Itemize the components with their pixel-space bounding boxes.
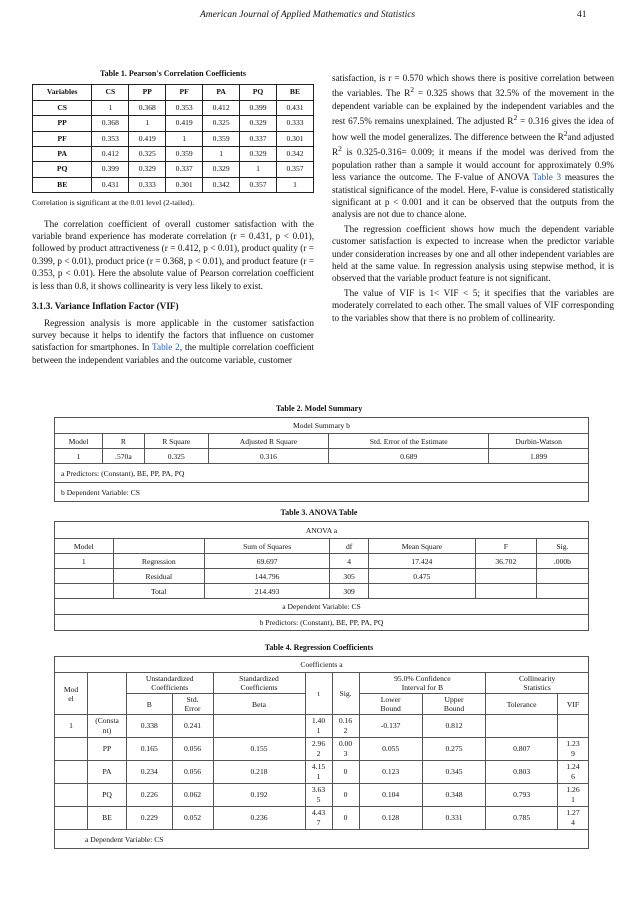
table-cell — [536, 569, 588, 584]
table-cell: 1.23 9 — [558, 738, 589, 761]
table1-note: Correlation is significant at the 0.01 level (2-tailed). — [32, 198, 195, 208]
column-header: Sum of Squares — [205, 539, 330, 554]
table-cell: 1 — [166, 131, 203, 146]
column-header: Variables — [33, 85, 92, 100]
table-cell — [475, 584, 536, 599]
table-cell: 0.00 3 — [332, 738, 359, 761]
table-cell — [55, 584, 114, 599]
table4-caption: Table 4. Regression Coefficients — [264, 643, 374, 652]
table-cell: 0.16 2 — [332, 715, 359, 738]
table-cell: 0.399 — [240, 100, 277, 115]
column-header: R — [102, 434, 144, 449]
table-cell: 1 — [55, 449, 103, 464]
section-heading-vif: 3.1.3. Variance Inflation Factor (VIF) — [32, 301, 179, 312]
table-cell: .570a — [102, 449, 144, 464]
table-row — [55, 569, 589, 584]
journal-title: American Journal of Applied Mathematics and Statistics — [200, 10, 416, 20]
table-cell: 214.493 — [205, 584, 330, 599]
table-cell: 0.052 — [172, 807, 213, 830]
column-header — [113, 539, 204, 554]
table-cell: 0.226 — [127, 784, 173, 807]
table-cell: .000b — [536, 554, 588, 569]
table-cell: BE — [88, 807, 127, 830]
table-cell: 0.316 — [208, 449, 329, 464]
table-cell: 0.785 — [486, 807, 558, 830]
table-cell: 1 — [240, 162, 277, 177]
model-summary-table — [54, 417, 589, 502]
table-cell: 0.236 — [213, 807, 305, 830]
table-cell: 0.342 — [203, 177, 240, 192]
table-cell: 0.357 — [240, 177, 277, 192]
table-cell: 0.803 — [486, 761, 558, 784]
table-cell: 0.104 — [359, 784, 422, 807]
table-cell: 4.15 1 — [305, 761, 332, 784]
table-row — [55, 584, 589, 599]
table-cell: 0.062 — [172, 784, 213, 807]
table4-note: a Dependent Variable: CS — [55, 830, 589, 849]
table-cell: 0 — [332, 807, 359, 830]
table-cell: Total — [113, 584, 204, 599]
table-cell: 17.424 — [368, 554, 475, 569]
table-cell: 0.419 — [129, 131, 166, 146]
table-cell: 0.812 — [422, 715, 485, 738]
table-cell: 36.702 — [475, 554, 536, 569]
table-cell: 1 — [129, 116, 166, 131]
column-header: df — [330, 539, 369, 554]
table-row — [55, 784, 589, 807]
table-cell: 0.793 — [486, 784, 558, 807]
table3-caption: Table 3. ANOVA Table — [280, 508, 358, 517]
table-cell: 0.399 — [92, 162, 129, 177]
table-cell: 0.325 — [144, 449, 208, 464]
table-cell: 1.40 1 — [305, 715, 332, 738]
column-header: PP — [129, 85, 166, 100]
table1-caption: Table 1. Pearson's Correlation Coefficients — [100, 69, 246, 78]
table-cell: 0 — [332, 761, 359, 784]
table-cell: 0 — [332, 784, 359, 807]
table-cell: 1.24 6 — [558, 761, 589, 784]
table-row — [33, 147, 314, 162]
table-cell: 1 — [203, 147, 240, 162]
table-cell: 0.353 — [166, 100, 203, 115]
column-header: R Square — [144, 434, 208, 449]
row-header: PQ — [33, 162, 92, 177]
table-cell: 1 — [277, 177, 314, 192]
header-confidence-interval: 95.0% Confidence Interval for B — [359, 673, 486, 694]
table-cell — [213, 715, 305, 738]
header-t: t — [305, 673, 332, 715]
table-cell: 0.359 — [203, 131, 240, 146]
table3-title: ANOVA a — [55, 522, 589, 539]
table2-caption: Table 2. Model Summary — [275, 404, 363, 413]
table-cell: 0.357 — [277, 162, 314, 177]
table-cell: 0.123 — [359, 761, 422, 784]
table-cell: 1.27 4 — [558, 807, 589, 830]
table-cell: 0.431 — [277, 100, 314, 115]
column-header: PQ — [240, 85, 277, 100]
table-row — [55, 738, 589, 761]
table-cell: 0.338 — [127, 715, 173, 738]
header-beta: Beta — [213, 694, 305, 715]
table2-title: Model Summary b — [55, 418, 589, 434]
table-cell: 144.796 — [205, 569, 330, 584]
table-cell: Residual — [113, 569, 204, 584]
table-cell: 0.331 — [422, 807, 485, 830]
table-row — [33, 177, 314, 192]
table-cell: 0.329 — [129, 162, 166, 177]
table-cell: 0.325 — [203, 116, 240, 131]
table-cell: 0.329 — [240, 147, 277, 162]
header-tolerance: Tolerance — [486, 694, 558, 715]
anova-table — [54, 521, 589, 631]
table-cell: 0.056 — [172, 761, 213, 784]
row-header: PP — [33, 116, 92, 131]
table-cell: 0.192 — [213, 784, 305, 807]
table-cell: -0.137 — [359, 715, 422, 738]
table-row — [55, 715, 589, 738]
table-cell: 0.353 — [92, 131, 129, 146]
table-cell: 305 — [330, 569, 369, 584]
right-column — [332, 72, 614, 326]
table-cell: 0.345 — [422, 761, 485, 784]
table-cell: 0.419 — [166, 116, 203, 131]
table-cell: 0.368 — [129, 100, 166, 115]
table-cell: 3.63 5 — [305, 784, 332, 807]
table-cell: 0.301 — [277, 131, 314, 146]
table-cell — [368, 584, 475, 599]
row-header: PA — [33, 147, 92, 162]
table-cell: Regression — [113, 554, 204, 569]
table-cell: 0.128 — [359, 807, 422, 830]
column-header: Mean Square — [368, 539, 475, 554]
table-row — [33, 131, 314, 146]
table-cell: 0.348 — [422, 784, 485, 807]
model-summary-paragraph: satisfaction, is r = 0.570 which shows there is positive correlation between the variables. The $R^2 = 0.325$ shows that 32.5% of the movement in the dependent variable can be explained by the independent variables and the rest 67.5% remains unexplained. The adjusted $R^2 = 0.316$ gives the idea of how well the model generalizes. The difference between the $R^2and$ adjusted $R^2$ is 0.325-0.316= 0.009; it means if the model was derived from the population rather than a sample it would account for approximately 0.9% less variance the outcome. The F-value of ANOVA Table 3 measures the statistical significance of the model. Here, F-value is considered statistically significant at p < 0.001 and it can be observed that the outputs from the analysis are not due to chance alone. — [332, 73, 614, 220]
column-header: Model — [55, 539, 114, 554]
table2-link[interactable]: Table 2 — [152, 342, 180, 353]
table4-title: Coefficients a — [55, 657, 589, 673]
table-cell: 1.899 — [489, 449, 589, 464]
table-cell — [486, 715, 558, 738]
table-row — [55, 761, 589, 784]
table-cell: 0.337 — [166, 162, 203, 177]
table-cell: PQ — [88, 784, 127, 807]
header-collinearity: Collinearity Statistics — [486, 673, 589, 694]
table-cell: 1 — [92, 100, 129, 115]
table-cell: 0.807 — [486, 738, 558, 761]
column-header: Sig. — [536, 539, 588, 554]
table-cell — [55, 738, 88, 761]
table-cell: 0.368 — [92, 116, 129, 131]
table-row — [33, 100, 314, 115]
table2-note-b: b Dependent Variable: CS — [55, 483, 589, 502]
table-cell: 0.329 — [240, 116, 277, 131]
regression-coefficients-table — [54, 656, 589, 849]
table-cell: 0.337 — [240, 131, 277, 146]
column-header: F — [475, 539, 536, 554]
table-row — [55, 554, 589, 569]
row-header: CS — [33, 100, 92, 115]
table-cell: (Consta nt) — [88, 715, 127, 738]
table3-note-b: b Predictors: (Constant), BE, PP, PA, PQ — [55, 615, 589, 631]
table-cell: 0.325 — [129, 147, 166, 162]
table-cell — [55, 784, 88, 807]
table-cell — [55, 569, 114, 584]
column-header: Durbin-Watson — [489, 434, 589, 449]
column-header: BE — [277, 85, 314, 100]
table-cell: 0.229 — [127, 807, 173, 830]
header-std-error: Std. Error — [172, 694, 213, 715]
table-cell: 0.333 — [277, 116, 314, 131]
column-header: PF — [166, 85, 203, 100]
table-cell: 0.055 — [359, 738, 422, 761]
regression-paragraph: Regression analysis is more applicable in the customer satisfaction survey because it helps to identify the factors that influence on customer satisfaction for smartphones. In Table 2, the multiple correlation coefficient between the independent variables and the outcome variable, customer — [32, 317, 315, 365]
table-cell: 1 — [55, 715, 88, 738]
header-unstandardized: Unstandardized Coefficients — [127, 673, 214, 694]
table-cell: 4 — [330, 554, 369, 569]
table-cell: PA — [88, 761, 127, 784]
table-cell: 1.26 1 — [558, 784, 589, 807]
table-cell: 0.431 — [92, 177, 129, 192]
header-model: Mod el — [55, 673, 88, 715]
table-cell — [55, 807, 88, 830]
table-cell: 0.689 — [329, 449, 489, 464]
table-cell: 0.412 — [203, 100, 240, 115]
header-sig: Sig. — [332, 673, 359, 715]
table-cell: 0.475 — [368, 569, 475, 584]
table-cell: 0.333 — [129, 177, 166, 192]
header-b: B — [127, 694, 173, 715]
table-cell: 0.218 — [213, 761, 305, 784]
vif-paragraph: The value of VIF is 1< VIF < 5; it specifies that the variables are moderately correlated to each other. The small values of VIF corresponding to the variables show that there is no problem of collinearity. — [332, 287, 614, 323]
row-header: BE — [33, 177, 92, 192]
table-row — [33, 116, 314, 131]
table-cell — [558, 715, 589, 738]
header-lower-bound: Lower Bound — [359, 694, 422, 715]
table-cell: 69.697 — [205, 554, 330, 569]
table-cell: 1 — [55, 554, 114, 569]
table-cell: 2.96 2 — [305, 738, 332, 761]
header-upper-bound: Upper Bound — [422, 694, 485, 715]
table3-note-a: a Dependent Variable: CS — [55, 599, 589, 615]
left-column — [32, 68, 314, 368]
table-row — [55, 807, 589, 830]
page-number: 41 — [577, 10, 587, 20]
table-row — [33, 162, 314, 177]
table-cell: 0.275 — [422, 738, 485, 761]
header-vif: VIF — [558, 694, 589, 715]
table3-link[interactable]: Table 3 — [532, 172, 562, 183]
table-cell: 0.165 — [127, 738, 173, 761]
table-cell: 0.342 — [277, 147, 314, 162]
table-cell — [475, 569, 536, 584]
correlation-paragraph: The correlation coefficient of overall customer satisfaction with the variable brand experience has moderate correlation (r = 0.431, p < 0.01), followed by product attractiveness (r = 0.412, p < 0.01), product quality (r = 0.399, p < 0.01), product price (r = 0.368, p < 0.01), and product feature (r = 0.353, p < 0.01). Here the absolute value of Pearson correlation coefficient is less than 0.8, it shows collinearity is very less likely to exist. — [32, 218, 314, 291]
coefficient-paragraph: The regression coefficient shows how much the dependent variable customer satisfaction is expected to increase when the predictor variable under consideration increases by one and all other independent variables are held at the same value. In regression analysis using stepwise method, it is observed that the variable product feature is not significant. — [332, 223, 614, 284]
table-cell: 0.412 — [92, 147, 129, 162]
table-cell: 0.329 — [203, 162, 240, 177]
table-cell: PP — [88, 738, 127, 761]
table-cell — [536, 584, 588, 599]
table-cell: 0.359 — [166, 147, 203, 162]
correlation-table — [32, 84, 314, 193]
table-cell: 309 — [330, 584, 369, 599]
column-header: Std. Error of the Estimate — [329, 434, 489, 449]
column-header: Model — [55, 434, 103, 449]
table-cell: 0.056 — [172, 738, 213, 761]
table-cell: 0.241 — [172, 715, 213, 738]
table-cell: 0.234 — [127, 761, 173, 784]
table-cell: 4.43 7 — [305, 807, 332, 830]
table-cell — [55, 761, 88, 784]
header-standardized: Standardized Coefficients — [213, 673, 305, 694]
table2-note-a: a Predictors: (Constant), BE, PP, PA, PQ — [55, 464, 589, 483]
column-header: CS — [92, 85, 129, 100]
column-header: Adjusted R Square — [208, 434, 329, 449]
column-header: PA — [203, 85, 240, 100]
row-header: PF — [33, 131, 92, 146]
table-cell: 0.301 — [166, 177, 203, 192]
table-cell: 0.155 — [213, 738, 305, 761]
